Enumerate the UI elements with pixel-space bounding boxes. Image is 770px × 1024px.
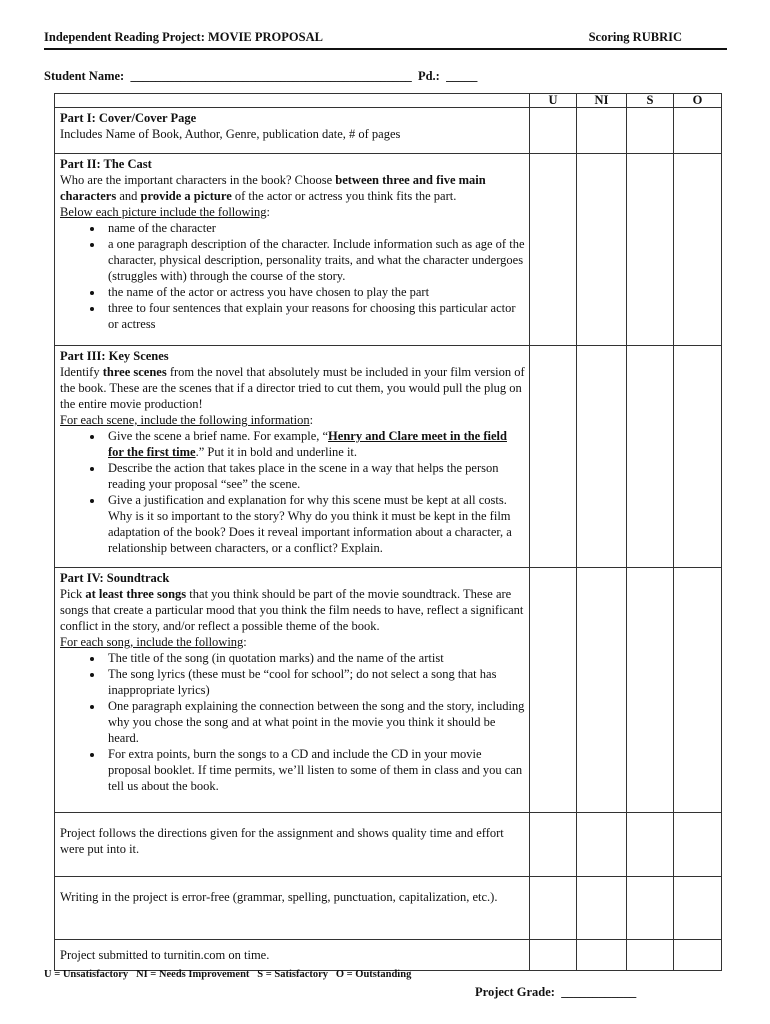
part2-intro-bold: provide a picture <box>140 189 232 203</box>
part4-intro-text: Pick <box>60 587 86 601</box>
part2-subheading <box>60 204 525 220</box>
list-item <box>104 428 525 460</box>
score-cell-ni[interactable] <box>577 813 627 877</box>
part1-title: Part I: Cover/Cover Page <box>60 111 197 125</box>
part2-bullet-list <box>60 220 525 332</box>
part2-subheading-text: Below each picture include the following <box>60 205 267 219</box>
score-cell-o[interactable] <box>674 568 722 813</box>
part3-intro-bold: three scenes <box>102 365 167 379</box>
part2-intro-text: of the actor or actress you think fits the part. <box>231 189 457 203</box>
part4-intro-text: that you think should be part of the movie soundtrack. These are songs that create a particular mood that you think the film needs to have, reflect a significant conflict in the story, and/or reflect a possible theme of the book. <box>60 587 524 633</box>
list-item: • Give a justification and explanation for why this scene must be kept at all costs. Why is it so important to the story? Why do you think it must be kept in the film adaptation of the book? Does it reveal important information about a character, a relationship between characters, or a conflict? Explain. <box>104 492 525 556</box>
rubric-row-part3 <box>55 346 722 568</box>
rubric-row-part2 <box>55 154 722 346</box>
column-header-u: U <box>530 94 577 108</box>
rubric-row-turnitin <box>55 940 722 971</box>
rubric-row-effort <box>55 813 722 877</box>
score-cell-o[interactable] <box>674 154 722 346</box>
column-header-ni: NI <box>577 94 627 108</box>
score-cell-ni[interactable] <box>577 108 627 154</box>
part3-subheading-text: For each scene, include the following information <box>60 413 310 427</box>
score-cell-ni[interactable] <box>577 346 627 568</box>
rubric-header-row <box>55 94 722 108</box>
score-cell-o[interactable] <box>674 813 722 877</box>
score-cell-o[interactable] <box>674 108 722 154</box>
score-cell-u[interactable] <box>530 346 577 568</box>
list-item: • the name of the actor or actress you have chosen to play the part <box>104 284 525 300</box>
part4-description <box>55 568 530 813</box>
project-grade-line[interactable]: Project Grade: ____________ <box>475 985 637 999</box>
score-cell-s[interactable] <box>627 346 674 568</box>
score-cell-u[interactable] <box>530 877 577 940</box>
part3-intro-text: Identify <box>60 365 103 379</box>
column-header-s: S <box>627 94 674 108</box>
score-cell-s[interactable] <box>627 813 674 877</box>
part2-intro-bold: between three and five main characters <box>60 173 486 203</box>
rubric-row-part4 <box>55 568 722 813</box>
rubric-row-writing <box>55 877 722 940</box>
score-cell-o[interactable] <box>674 940 722 971</box>
effort-description: Project follows the directions given for the assignment and shows quality time and effort were put into it. <box>55 813 530 877</box>
part3-intro-text: from the novel that absolutely must be included in your film version of the book. These are the scenes that if a director tried to cut them, you would pull the plug on the entire movie production! <box>60 365 525 411</box>
list-item: • Describe the action that takes place in the scene in a way that helps the person reading your proposal “see” the scene. <box>104 460 525 492</box>
part3-bullet-list <box>60 428 525 556</box>
column-header-o: O <box>674 94 722 108</box>
rubric-header-blank <box>55 94 530 108</box>
part2-subheading-colon: : <box>266 205 271 219</box>
score-cell-s[interactable] <box>627 154 674 346</box>
list-item: • One paragraph explaining the connection between the song and the story, including why you chose the song and at what point in the movie you think it should be heard. <box>104 698 525 746</box>
list-item: • name of the character <box>104 220 525 236</box>
part2-title: Part II: The Cast <box>60 157 152 171</box>
part1-description <box>55 108 530 154</box>
student-name-line[interactable]: Student Name: _____________________________________________ Pd.: _____ <box>44 69 478 83</box>
document-title: Independent Reading Project: MOVIE PROPOSAL <box>44 30 323 44</box>
score-cell-s[interactable] <box>627 940 674 971</box>
header-rule <box>44 48 727 50</box>
list-item: • The song lyrics (these must be “cool for school”; do not select a song that has inappropriate lyrics) <box>104 666 525 698</box>
score-cell-o[interactable] <box>674 877 722 940</box>
part3-intro <box>60 364 525 412</box>
part4-subheading-colon: : <box>243 635 247 649</box>
list-item: • The title of the song (in quotation marks) and the name of the artist <box>104 650 525 666</box>
part3-description <box>55 346 530 568</box>
list-item: • three to four sentences that explain your reasons for choosing this particular actor or actress <box>104 300 525 332</box>
score-cell-u[interactable] <box>530 813 577 877</box>
list-item: • a one paragraph description of the character. Include information such as age of the character, physical description, personality traits, and what the character undergoes (struggles with) through the course of the story. <box>104 236 525 284</box>
part4-intro <box>60 586 525 634</box>
part4-subheading <box>60 634 525 650</box>
part4-bullet-list <box>60 650 525 794</box>
part2-intro <box>60 172 525 204</box>
part3-subheading-colon: : <box>309 413 314 427</box>
score-cell-ni[interactable] <box>577 940 627 971</box>
score-cell-u[interactable] <box>530 568 577 813</box>
document-header <box>44 30 726 45</box>
score-cell-s[interactable] <box>627 108 674 154</box>
score-cell-ni[interactable] <box>577 568 627 813</box>
score-cell-s[interactable] <box>627 877 674 940</box>
part2-intro-text: and <box>116 189 141 203</box>
part3-bullet1-text: .” Put it in bold and underline it. <box>195 445 358 459</box>
score-cell-s[interactable] <box>627 568 674 813</box>
part3-bullet1-text: Give the scene a brief name. For example, “ <box>108 429 329 443</box>
score-cell-u[interactable] <box>530 108 577 154</box>
part3-title: Part III: Key Scenes <box>60 349 169 363</box>
part1-text: Includes Name of Book, Author, Genre, publication date, # of pages <box>60 127 401 141</box>
score-legend: U = Unsatisfactory NI = Needs Improvement S = Satisfactory O = Outstanding <box>44 969 412 980</box>
score-cell-u[interactable] <box>530 940 577 971</box>
writing-description: Writing in the project is error-free (grammar, spelling, punctuation, capitalization, etc.). <box>55 877 530 940</box>
part4-intro-bold: at least three songs <box>85 587 187 601</box>
list-item: • For extra points, burn the songs to a CD and include the CD in your movie proposal booklet. If time permits, we’ll listen to some of them in class and you can tell us about the book. <box>104 746 525 794</box>
part4-subheading-text: For each song, include the following <box>60 635 244 649</box>
rubric-table <box>54 93 722 971</box>
rubric-label: Scoring RUBRIC <box>588 30 682 44</box>
part4-title: Part IV: Soundtrack <box>60 571 170 585</box>
score-cell-u[interactable] <box>530 154 577 346</box>
part3-subheading <box>60 412 525 428</box>
score-cell-o[interactable] <box>674 346 722 568</box>
score-cell-ni[interactable] <box>577 154 627 346</box>
part2-intro-text: Who are the important characters in the book? Choose <box>60 173 336 187</box>
part2-description <box>55 154 530 346</box>
score-cell-ni[interactable] <box>577 877 627 940</box>
part3-bullet1-example: Henry and Clare meet in the field for the first time <box>108 429 507 459</box>
turnitin-description: Project submitted to turnitin.com on time. <box>55 940 530 971</box>
rubric-row-part1 <box>55 108 722 154</box>
